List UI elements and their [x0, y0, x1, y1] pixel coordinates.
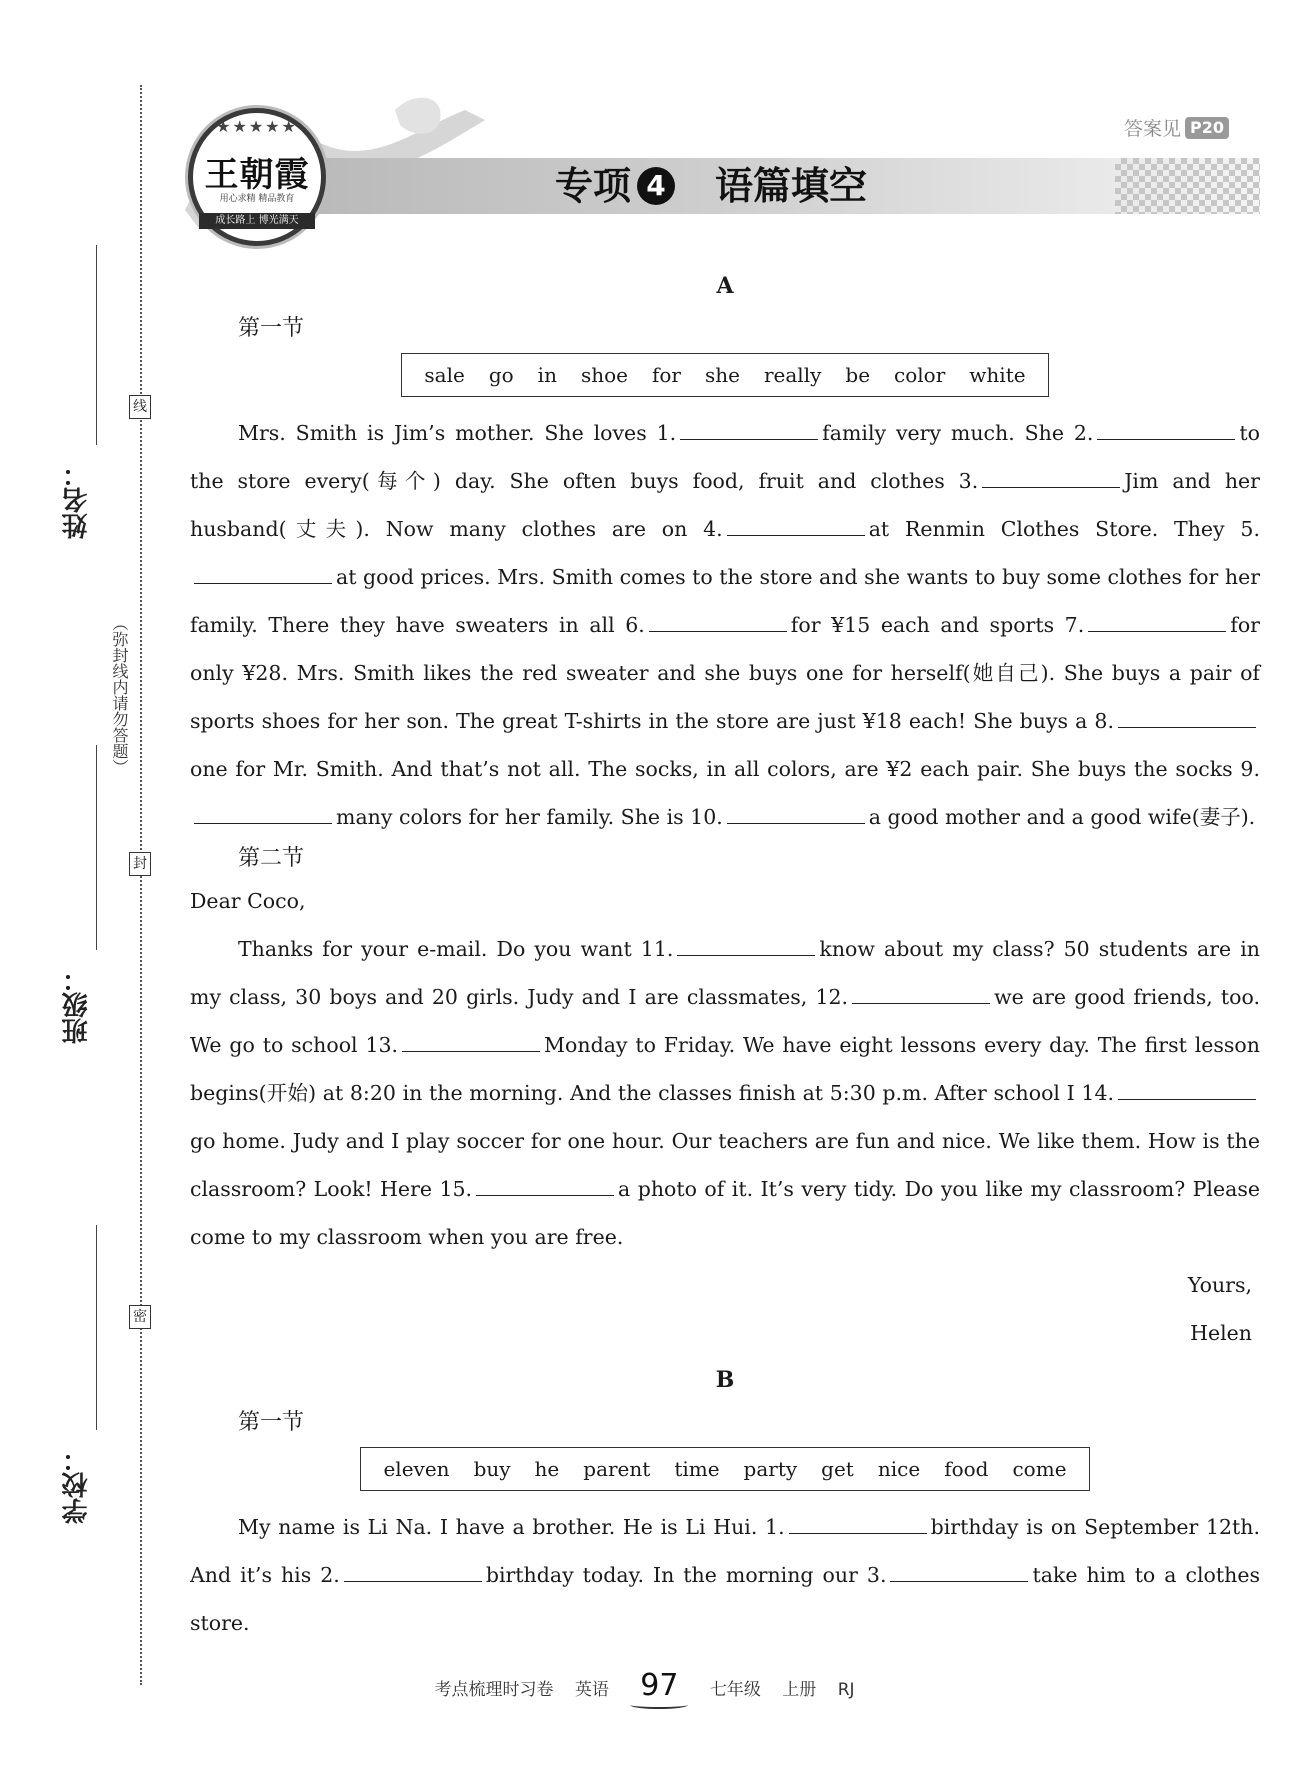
- b-blank-2[interactable]: [344, 1559, 482, 1582]
- passage-text: family very much. She 2.: [822, 421, 1094, 445]
- answer-reference: [1124, 114, 1229, 141]
- name-input-line[interactable]: [96, 245, 97, 445]
- passage-text: for only ¥28. Mrs. Smith likes the red sweater and she buys one for herself(她自己). She buys a pair of sports shoes for her son. The great T-shirts in the store are just ¥18 each! She buys a 8.: [190, 613, 1260, 733]
- passage-text: birthday is on September 12th. And it’s his 2.: [190, 1515, 1260, 1587]
- part-a-section1-label: 第一节: [238, 316, 305, 341]
- passage-text: to the store every(每个) day. She often buys food, fruit and clothes 3.: [190, 421, 1260, 493]
- blank-2[interactable]: [1097, 417, 1235, 440]
- blank-14[interactable]: [1118, 1077, 1256, 1100]
- passage-text: a good mother and a good wife(妻子).: [868, 805, 1256, 829]
- class-input-line[interactable]: [96, 745, 97, 950]
- title-main: 语篇填空: [715, 164, 868, 208]
- blank-15[interactable]: [476, 1173, 614, 1196]
- part-b-passage: [190, 1503, 1260, 1647]
- passage-text: for ¥15 each and sports 7.: [790, 613, 1085, 637]
- class-label: 班级：: [62, 966, 92, 1044]
- word-bank-item: in: [537, 363, 557, 387]
- no-answer-note: （弥封线内请勿答题）: [110, 615, 129, 775]
- footer-volume: 上册: [782, 1680, 817, 1700]
- passage-text: at good prices. Mrs. Smith comes to the store and she wants to buy some clothes for her family. There they have sweaters in all 6.: [190, 565, 1260, 637]
- passage-text: Mrs. Smith is Jim’s mother. She loves 1.: [238, 421, 677, 445]
- part-b-title: B: [715, 1367, 735, 1393]
- b-blank-1[interactable]: [789, 1511, 927, 1534]
- logo-name: 王朝霞: [204, 155, 310, 195]
- word-bank-item: parent: [583, 1457, 651, 1481]
- passage-text: go home. Judy and I play soccer for one hour. Our teachers are fun and nice. We like them. How is the classroom? Look! Here 15.: [190, 1129, 1260, 1201]
- title-bar-pattern: [1115, 158, 1260, 214]
- letter-body: [190, 925, 1260, 1261]
- passage-text: take him to a clothes store.: [190, 1563, 1260, 1635]
- school-input-line[interactable]: [96, 1225, 97, 1430]
- passage-text: many colors for her family. She is 10.: [336, 805, 723, 829]
- passage-text: Jim and her husband(丈夫). Now many clothes are on 4.: [190, 469, 1260, 541]
- footer-subject: 英语: [574, 1680, 609, 1700]
- title-prefix: 专项: [555, 164, 632, 208]
- passage-text: we are good friends, too. We go to school 13.: [190, 985, 1260, 1057]
- part-b-word-bank: [360, 1447, 1089, 1491]
- word-bank-item: food: [944, 1457, 989, 1481]
- part-b-section1-label: 第一节: [238, 1410, 305, 1435]
- word-bank-item: buy: [473, 1457, 511, 1481]
- footer-edition: RJ: [837, 1680, 855, 1700]
- logo-stars-icon: ★★★★★: [216, 117, 298, 136]
- word-bank-item: go: [488, 363, 514, 387]
- word-bank-item: be: [845, 363, 871, 387]
- seal-char-seal: 封: [129, 852, 151, 876]
- passage-text: at Renmin Clothes Store. They 5.: [868, 517, 1260, 541]
- word-bank-item: nice: [877, 1457, 921, 1481]
- word-bank-item: color: [894, 363, 946, 387]
- letter-closing: Yours,: [1187, 1273, 1252, 1297]
- blank-1[interactable]: [680, 417, 818, 440]
- binding-dotted-line: [140, 85, 142, 1685]
- word-bank-item: come: [1012, 1457, 1067, 1481]
- part-a-passage: [190, 409, 1260, 841]
- blank-10[interactable]: [727, 801, 865, 824]
- seal-char-line: 线: [129, 395, 151, 419]
- name-label: 姓名：: [62, 461, 92, 539]
- blank-4[interactable]: [727, 513, 865, 536]
- footer-grade: 七年级: [709, 1680, 761, 1700]
- passage-text: a photo of it. It’s very tidy. Do you like my classroom? Please come to my classroom when you are free.: [190, 1177, 1260, 1249]
- letter-greeting: Dear Coco,: [190, 889, 306, 913]
- brand-logo: [188, 108, 326, 246]
- blank-11[interactable]: [677, 933, 815, 956]
- logo-banner: [199, 213, 315, 229]
- page-footer: [0, 1668, 1289, 1703]
- part-a-word-bank: [401, 353, 1048, 397]
- part-a-title: A: [716, 273, 734, 299]
- logo-banner-right: 博光满天: [258, 215, 299, 226]
- passage-text: one for Mr. Smith. And that’s not all. The socks, in all colors, are ¥2 each pair. She buys the socks 9.: [190, 757, 1260, 781]
- word-bank-item: for: [651, 363, 681, 387]
- seal-char-secret: 密: [129, 1305, 151, 1329]
- blank-5[interactable]: [194, 561, 332, 584]
- word-bank-item: time: [674, 1457, 720, 1481]
- footer-book: 考点梳理时习卷: [434, 1680, 554, 1700]
- exercise-content: [190, 265, 1260, 1647]
- passage-text: birthday today. In the morning our 3.: [485, 1563, 887, 1587]
- word-bank-item: really: [763, 363, 822, 387]
- word-bank-item: white: [969, 363, 1026, 387]
- blank-9[interactable]: [194, 801, 332, 824]
- word-bank-item: shoe: [580, 363, 628, 387]
- section-title: [555, 160, 867, 212]
- blank-12[interactable]: [852, 981, 990, 1004]
- school-label: 学校：: [62, 1446, 92, 1524]
- page-number: 97: [630, 1668, 688, 1703]
- answer-ref-prefix: 答案见: [1124, 118, 1182, 140]
- passage-text: Thanks for your e-mail. Do you want 11.: [238, 937, 674, 961]
- word-bank-item: party: [743, 1457, 798, 1481]
- blank-8[interactable]: [1118, 705, 1256, 728]
- blank-3[interactable]: [982, 465, 1120, 488]
- word-bank-item: get: [821, 1457, 854, 1481]
- blank-7[interactable]: [1088, 609, 1226, 632]
- letter-signature: Helen: [1190, 1321, 1252, 1345]
- word-bank-item: sale: [424, 363, 465, 387]
- blank-13[interactable]: [402, 1029, 540, 1052]
- part-a-section2-label: 第二节: [238, 846, 305, 871]
- passage-text: My name is Li Na. I have a brother. He is Li Hui. 1.: [238, 1515, 785, 1539]
- answer-ref-page: P20: [1185, 117, 1229, 139]
- logo-banner-left: 成长路上: [215, 215, 256, 226]
- word-bank-item: she: [705, 363, 740, 387]
- passage-text: Monday to Friday. We have eight lessons every day. The first lesson begins(开始) at 8:20 in the morning. And the classes finish at 5:30 p.m. After school I 14.: [190, 1033, 1260, 1105]
- passage-text: know about my class? 50 students are in my class, 30 boys and 20 girls. Judy and I are classmates, 12.: [190, 937, 1261, 1009]
- title-number: 4: [637, 167, 675, 205]
- word-bank-item: he: [534, 1457, 560, 1481]
- logo-slogan: 用心求精 精品教育: [219, 194, 295, 204]
- b-blank-3[interactable]: [890, 1559, 1028, 1582]
- blank-6[interactable]: [649, 609, 787, 632]
- word-bank-item: eleven: [383, 1457, 450, 1481]
